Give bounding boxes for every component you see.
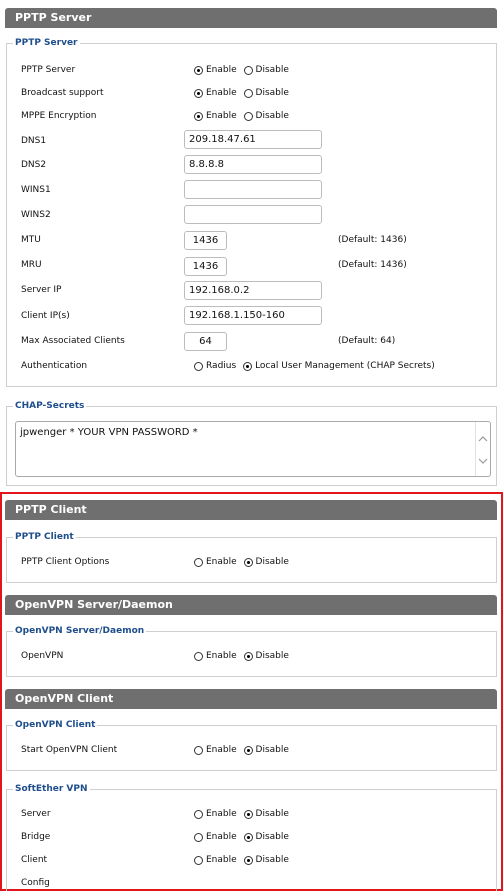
max-clients-default: (Default: 64) [338, 336, 396, 346]
softether-config-row [21, 874, 488, 892]
softether-client-row [21, 851, 488, 869]
radio-label: Enable [206, 745, 237, 755]
mppe-row [21, 107, 488, 125]
radio-label: Disable [255, 651, 289, 661]
max-clients-row [21, 332, 488, 350]
softether-config-label: Config [21, 878, 50, 888]
radio-label: Disable [255, 832, 289, 842]
auth-row [21, 357, 488, 375]
pptp-client-row [21, 553, 488, 571]
pptp-client-enable-radio[interactable] [194, 558, 203, 567]
radio-label: Disable [255, 65, 289, 75]
pptp-server-enable-radio[interactable] [194, 66, 203, 75]
softether-bridge-row [21, 828, 488, 846]
pptp-server-header: PPTP Server [5, 8, 497, 28]
textarea-scrollbar[interactable] [475, 422, 490, 476]
server-ip-label: Server IP [21, 285, 62, 295]
auth-radius-radio[interactable] [194, 362, 203, 371]
wins1-label: WINS1 [21, 185, 51, 195]
pptp-server-legend: PPTP Server [15, 38, 78, 48]
dns1-input[interactable]: 209.18.47.61 [184, 130, 322, 149]
mru-row [21, 256, 488, 274]
radio-label: Enable [206, 88, 237, 98]
scroll-up-icon[interactable] [478, 434, 488, 444]
mru-input[interactable]: 1436 [184, 257, 227, 276]
client-ips-label: Client IP(s) [21, 311, 70, 321]
openvpn-client-fieldset [6, 720, 497, 771]
wins2-label: WINS2 [21, 210, 51, 220]
mru-default: (Default: 1436) [338, 260, 407, 270]
openvpn-server-fieldset [6, 626, 497, 677]
radio-label: Enable [206, 832, 237, 842]
radio-label: Disable [255, 111, 289, 121]
wins1-input[interactable] [184, 180, 322, 199]
pptp-server-disable-radio[interactable] [244, 66, 253, 75]
chap-fieldset [6, 401, 497, 486]
openvpn-client-header: OpenVPN Client [5, 689, 497, 709]
pptp-client-label: PPTP Client Options [21, 557, 110, 567]
pptp-server-fieldset [6, 38, 497, 387]
broadcast-label: Broadcast support [21, 88, 104, 98]
mru-label: MRU [21, 260, 42, 270]
chap-secrets-text: jpwenger * YOUR VPN PASSWORD * [20, 427, 198, 438]
mtu-row [21, 231, 488, 249]
softether-bridge-label: Bridge [21, 832, 51, 842]
openvpn-client-enable-radio[interactable] [194, 746, 203, 755]
radio-label: Radius [206, 361, 237, 371]
radio-label: Enable [206, 809, 237, 819]
radio-label: Enable [206, 855, 237, 865]
pptp-client-header: PPTP Client [5, 500, 497, 520]
pptp-client-fieldset [6, 532, 497, 583]
server-ip-input[interactable]: 192.168.0.2 [184, 281, 322, 300]
softether-fieldset [6, 784, 497, 891]
openvpn-client-label: Start OpenVPN Client [21, 745, 118, 755]
openvpn-row [21, 647, 488, 665]
broadcast-row [21, 84, 488, 102]
scroll-down-icon[interactable] [478, 456, 488, 466]
pptp-server-row [21, 61, 488, 79]
dns2-label: DNS2 [21, 160, 47, 170]
radio-label: Disable [255, 855, 289, 865]
pptp-client-legend: PPTP Client [15, 532, 74, 542]
wins2-input[interactable] [184, 205, 322, 224]
radio-label: Disable [255, 557, 289, 567]
openvpn-enable-radio[interactable] [194, 652, 203, 661]
radio-label: Disable [255, 88, 289, 98]
mppe-disable-radio[interactable] [244, 112, 253, 121]
broadcast-disable-radio[interactable] [244, 89, 253, 98]
mtu-default: (Default: 1436) [338, 235, 407, 245]
mtu-label: MTU [21, 235, 41, 245]
radio-label: Disable [255, 745, 289, 755]
openvpn-label: OpenVPN [21, 651, 64, 661]
mtu-input[interactable]: 1436 [184, 231, 227, 250]
softether-server-label: Server [21, 809, 51, 819]
dns1-label: DNS1 [21, 136, 47, 146]
openvpn-client-row [21, 741, 488, 759]
radio-label: Enable [206, 111, 237, 121]
max-clients-input[interactable]: 64 [184, 332, 227, 351]
openvpn-client-legend: OpenVPN Client [15, 720, 96, 730]
openvpn-server-header: OpenVPN Server/Daemon [5, 595, 497, 615]
radio-label: Local User Management (CHAP Secrets) [255, 361, 435, 371]
radio-label: Enable [206, 651, 237, 661]
softether-legend: SoftEther VPN [15, 784, 88, 794]
auth-local-radio[interactable] [243, 362, 252, 371]
auth-label: Authentication [21, 361, 88, 371]
softether-bridge-disable-radio[interactable] [244, 833, 253, 842]
pptp-server-label: PPTP Server [21, 65, 76, 75]
radio-label: Enable [206, 557, 237, 567]
max-clients-label: Max Associated Clients [21, 336, 125, 346]
softether-client-enable-radio[interactable] [194, 856, 203, 865]
mppe-enable-radio[interactable] [194, 112, 203, 121]
openvpn-server-legend: OpenVPN Server/Daemon [15, 626, 145, 636]
softether-client-label: Client [21, 855, 48, 865]
softether-bridge-enable-radio[interactable] [194, 833, 203, 842]
pptp-client-disable-radio[interactable] [244, 558, 253, 567]
mppe-label: MPPE Encryption [21, 111, 97, 121]
softether-client-disable-radio[interactable] [244, 856, 253, 865]
chap-secrets-textarea[interactable] [15, 421, 491, 477]
chap-legend: CHAP-Secrets [15, 401, 85, 411]
radio-label: Enable [206, 65, 237, 75]
softether-server-enable-radio[interactable] [194, 810, 203, 819]
softether-server-row [21, 805, 488, 823]
broadcast-enable-radio[interactable] [194, 89, 203, 98]
client-ips-input[interactable]: 192.168.1.150-160 [184, 306, 322, 325]
openvpn-client-disable-radio[interactable] [244, 746, 253, 755]
dns2-input[interactable]: 8.8.8.8 [184, 155, 322, 174]
radio-label: Disable [255, 809, 289, 819]
softether-server-disable-radio[interactable] [244, 810, 253, 819]
openvpn-disable-radio[interactable] [244, 652, 253, 661]
